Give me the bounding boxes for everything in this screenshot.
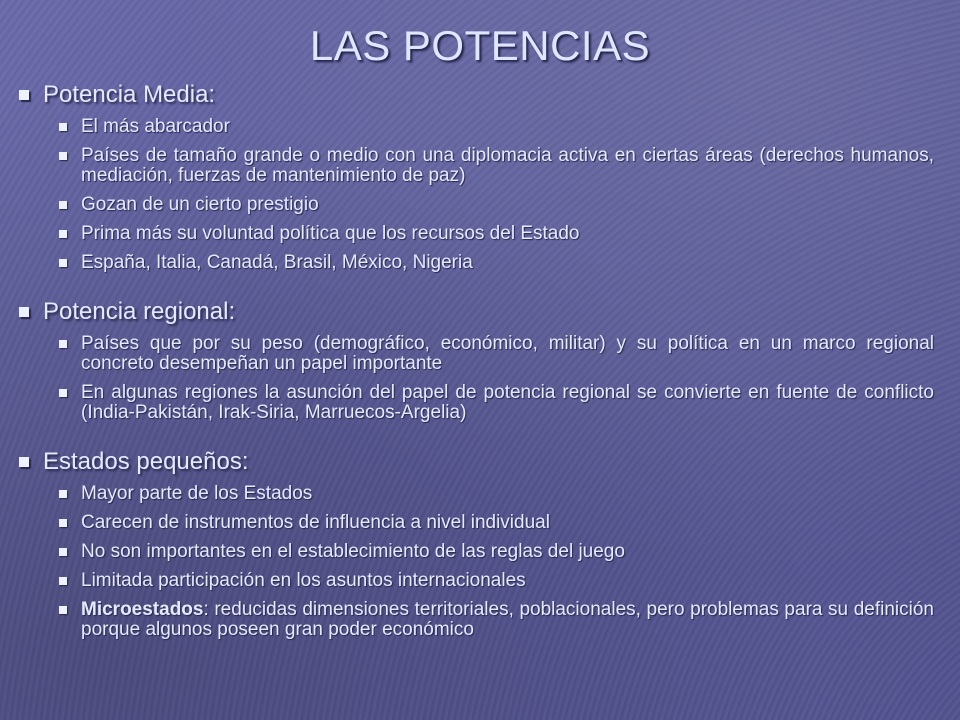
list-item-text: Gozan de un cierto prestigio bbox=[81, 194, 319, 215]
square-bullet-icon bbox=[19, 90, 29, 100]
square-bullet-icon bbox=[59, 577, 67, 585]
list-item-text: En algunas regiones la asunción del papel de potencia regional se convierte en fuente de conflicto (India-Pakistán, Irak-Siria, Marruecos-Argelia) bbox=[81, 382, 934, 423]
list-item-text: Carecen de instrumentos de influencia a nivel individual bbox=[81, 512, 550, 533]
section-potencia-media bbox=[14, 82, 934, 273]
list-item bbox=[14, 513, 934, 533]
square-bullet-icon bbox=[59, 548, 67, 556]
heading-text: Potencia Media: bbox=[43, 81, 216, 108]
bullet-list bbox=[14, 484, 934, 640]
term-microestados: Microestados bbox=[81, 599, 204, 620]
section-heading bbox=[14, 299, 934, 325]
list-item-text: Limitada participación en los asuntos internacionales bbox=[81, 570, 526, 591]
section-potencia-regional bbox=[14, 299, 934, 423]
bullet-list bbox=[14, 334, 934, 423]
list-item-text: Prima más su voluntad política que los recursos del Estado bbox=[81, 223, 580, 244]
square-bullet-icon bbox=[19, 307, 29, 317]
list-item bbox=[14, 484, 934, 504]
list-item bbox=[14, 195, 934, 215]
section-estados-pequenos bbox=[14, 449, 934, 640]
square-bullet-icon bbox=[59, 152, 67, 160]
slide-content bbox=[14, 82, 934, 640]
list-item bbox=[14, 117, 934, 137]
list-item-text: Países de tamaño grande o medio con una diplomacia activa en ciertas áreas (derechos humanos, mediación, fuerzas de mantenimiento de paz) bbox=[81, 145, 934, 186]
list-item bbox=[14, 146, 934, 186]
bullet-list bbox=[14, 117, 934, 273]
section-heading bbox=[14, 82, 934, 108]
list-item bbox=[14, 253, 934, 273]
list-item-text: El más abarcador bbox=[81, 116, 230, 137]
list-item bbox=[14, 334, 934, 374]
term-definition: : reducidas dimensiones territoriales, poblacionales, pero problemas para su definición porque algunos poseen gran poder económico bbox=[81, 599, 934, 640]
heading-text: Potencia regional: bbox=[43, 298, 236, 325]
section-heading bbox=[14, 449, 934, 475]
list-item bbox=[14, 224, 934, 244]
slide-title: LAS POTENCIAS bbox=[309, 22, 651, 69]
list-item bbox=[14, 542, 934, 562]
heading-text: Estados pequeños: bbox=[43, 448, 249, 475]
square-bullet-icon bbox=[59, 340, 67, 348]
list-item bbox=[14, 383, 934, 423]
square-bullet-icon bbox=[59, 606, 67, 614]
square-bullet-icon bbox=[19, 457, 29, 467]
list-item-text: Mayor parte de los Estados bbox=[81, 483, 313, 504]
square-bullet-icon bbox=[59, 201, 67, 209]
square-bullet-icon bbox=[59, 259, 67, 267]
square-bullet-icon bbox=[59, 230, 67, 238]
list-item bbox=[14, 600, 934, 640]
list-item-text bbox=[81, 600, 934, 640]
list-item-text: Países que por su peso (demográfico, económico, militar) y su política en un marco regional concreto desempeñan un papel importante bbox=[81, 333, 934, 374]
square-bullet-icon bbox=[59, 123, 67, 131]
square-bullet-icon bbox=[59, 389, 67, 397]
square-bullet-icon bbox=[59, 519, 67, 527]
list-item bbox=[14, 571, 934, 591]
list-item-text: España, Italia, Canadá, Brasil, México, Nigeria bbox=[81, 252, 473, 273]
list-item-text: No son importantes en el establecimiento de las reglas del juego bbox=[81, 541, 625, 562]
square-bullet-icon bbox=[59, 490, 67, 498]
